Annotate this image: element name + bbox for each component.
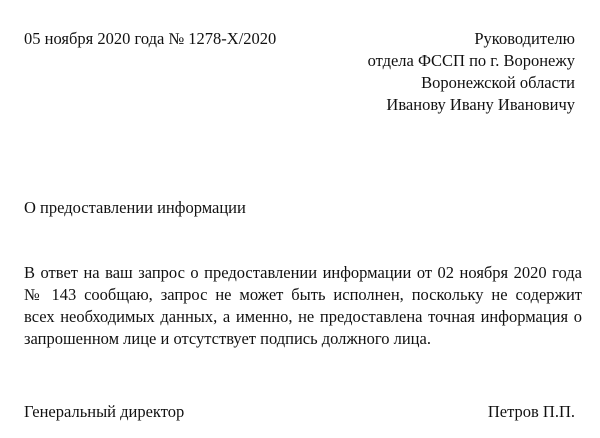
body-line: № 143 сообщаю, запрос не может быть исполнен, поскольку не содержит xyxy=(24,285,582,304)
addressee-line: Иванову Ивану Ивановичу xyxy=(386,95,575,114)
letter-reference: 05 ноября 2020 года № 1278-Х/2020 xyxy=(24,29,277,48)
addressee-block xyxy=(368,28,575,116)
body-line: всех необходимых данных, а именно, не предоставлена точная информация о xyxy=(24,307,582,326)
addressee-line: Воронежской области xyxy=(421,73,575,92)
body-line: запрошенном лице и отсутствует подпись должного лица. xyxy=(24,329,431,348)
letter-body xyxy=(24,262,582,350)
signatory-title: Генеральный директор xyxy=(24,402,185,421)
letter-subject: О предоставлении информации xyxy=(24,198,246,217)
body-line: В ответ на ваш запрос о предоставлении информации от 02 ноября 2020 года xyxy=(24,263,582,282)
addressee-line: отдела ФССП по г. Воронежу xyxy=(367,51,575,70)
signatory-name: Петров П.П. xyxy=(487,402,575,421)
addressee-line: Руководителю xyxy=(474,29,575,48)
